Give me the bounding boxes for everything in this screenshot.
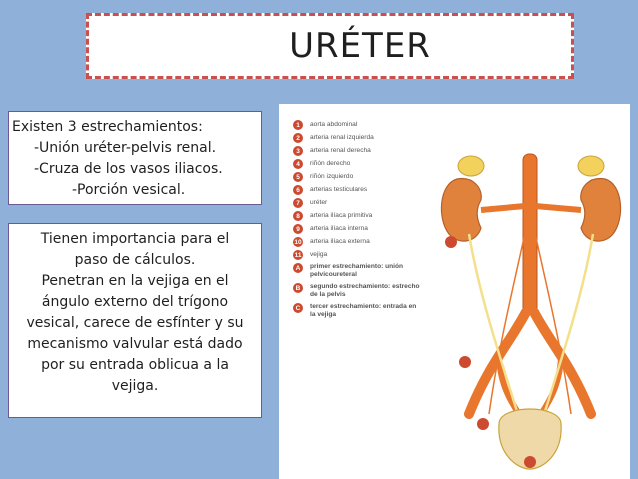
importance-line-8: vejiga. bbox=[111, 378, 159, 394]
urinary-anatomy-figure bbox=[279, 104, 630, 479]
marker-b bbox=[459, 356, 471, 368]
legend-item: 1 aorta abdominal bbox=[293, 120, 420, 130]
legend-item: 3 arteria renal derecha bbox=[293, 146, 420, 156]
legend-item: 8 arteria ilíaca primitiva bbox=[293, 211, 420, 221]
kidney-ureter-bladder-illustration bbox=[429, 124, 629, 474]
legend-item: 2 arteria renal izquierda bbox=[293, 133, 420, 143]
importance-line-7: por su entrada oblicua a la bbox=[41, 357, 229, 373]
legend-item: 7 uréter bbox=[293, 198, 420, 208]
right-kidney bbox=[441, 179, 481, 242]
importance-line-1: Tienen importancia para el bbox=[40, 231, 230, 247]
importance-line-3: Penetran en la vejiga en el bbox=[41, 273, 229, 289]
importance-textbox bbox=[8, 223, 262, 418]
title-box bbox=[86, 13, 574, 79]
narrowings-heading: Existen 3 estrechamientos: bbox=[12, 119, 203, 135]
narrowing-item-3: -Porción vesical. bbox=[72, 182, 186, 198]
narrowings-textbox bbox=[8, 111, 262, 205]
legend-item: 10 arteria ilíaca externa bbox=[294, 238, 370, 246]
left-adrenal-gland bbox=[578, 156, 604, 176]
marker-11 bbox=[524, 456, 536, 468]
legend-item: B segundo estrechamiento: estrecho de la pelvis bbox=[293, 283, 420, 299]
left-renal-artery bbox=[535, 206, 581, 210]
importance-line-6: mecanismo valvular está dado bbox=[27, 336, 243, 352]
legend-item: 9 arteria ilíaca interna bbox=[293, 224, 420, 234]
legend-item: A primer estrechamiento: unión pelvicoureteral bbox=[293, 263, 420, 279]
legend-item: 5 riñón izquierdo bbox=[293, 172, 420, 182]
importance-line-5: vesical, carece de esfínter y su bbox=[26, 315, 244, 331]
slide-title: URÉTER bbox=[289, 26, 431, 66]
importance-line-2: paso de cálculos. bbox=[74, 252, 196, 268]
marker-c bbox=[477, 418, 489, 430]
narrowing-item-2: -Cruza de los vasos iliacos. bbox=[34, 161, 223, 177]
legend-item: 11 vejiga bbox=[294, 251, 328, 259]
narrowing-item-1: -Unión uréter-pelvis renal. bbox=[34, 140, 217, 156]
importance-line-4: ángulo externo del trígono bbox=[41, 294, 229, 310]
legend-item: C tercer estrechamiento: entrada en la vejiga bbox=[293, 303, 420, 319]
anatomy-legend bbox=[293, 120, 420, 319]
right-renal-artery bbox=[481, 206, 525, 210]
left-kidney bbox=[581, 179, 621, 242]
legend-item: 4 riñón derecho bbox=[293, 159, 420, 169]
marker-a bbox=[445, 236, 457, 248]
legend-item: 6 arterias testiculares bbox=[293, 185, 420, 195]
right-adrenal-gland bbox=[458, 156, 484, 176]
